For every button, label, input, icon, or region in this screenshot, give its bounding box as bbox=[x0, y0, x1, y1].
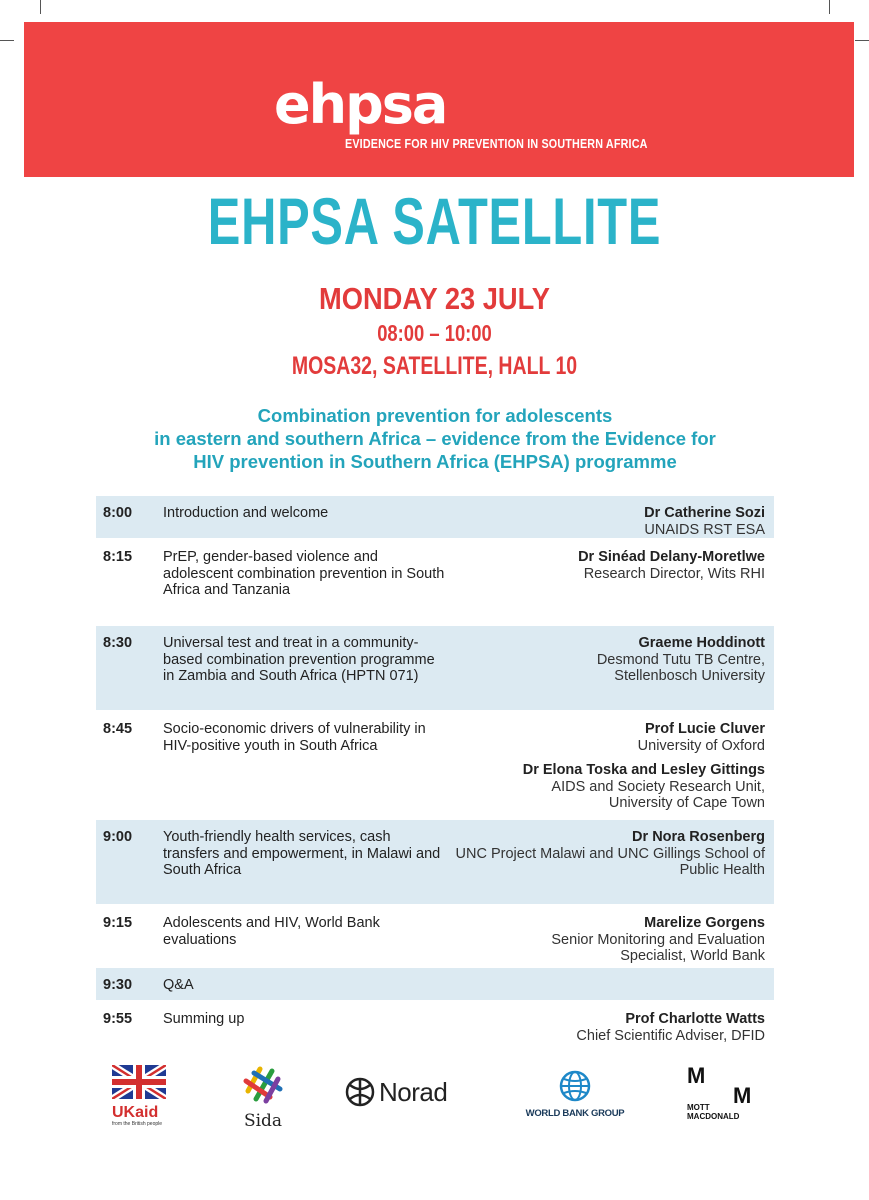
speaker-name: Dr Catherine Sozi bbox=[644, 505, 765, 521]
row-topic: Introduction and welcome bbox=[163, 505, 329, 521]
event-date: MONDAY 23 JULY bbox=[319, 281, 550, 316]
row-time: 8:30 bbox=[103, 635, 133, 651]
sida-emblem-icon bbox=[240, 1061, 286, 1107]
speaker-affiliation: University of Oxford bbox=[637, 737, 765, 754]
crop-mark bbox=[829, 0, 830, 14]
row-topic: Q&A bbox=[163, 977, 194, 993]
speaker-affiliation: UNAIDS RST ESA bbox=[644, 521, 765, 538]
row-speakers bbox=[435, 1011, 765, 1044]
row-topic: Universal test and treat in a community-based combination prevention programme in Zambia and South Africa (HPTN 071) bbox=[163, 635, 435, 684]
row-time: 9:15 bbox=[103, 915, 133, 931]
speaker-name: Dr Nora Rosenberg bbox=[632, 829, 765, 845]
worldbank-text: WORLD BANK GROUP bbox=[525, 1108, 625, 1119]
crop-mark bbox=[855, 40, 869, 41]
row-topic: Adolescents and HIV, World Bank evaluations bbox=[163, 915, 380, 948]
row-time: 9:55 bbox=[103, 1011, 133, 1027]
schedule-row bbox=[96, 906, 774, 968]
row-time: 9:30 bbox=[103, 977, 133, 993]
norad-emblem-icon bbox=[345, 1069, 375, 1115]
speaker-name: Marelize Gorgens bbox=[644, 915, 765, 931]
crop-mark bbox=[40, 0, 41, 14]
schedule-row bbox=[96, 626, 774, 712]
row-speakers bbox=[545, 635, 765, 685]
speaker-name: Prof Charlotte Watts bbox=[625, 1011, 765, 1027]
subtitle-line: Combination prevention for adolescents bbox=[257, 405, 613, 426]
page-title: EHPSA SATELLITE bbox=[207, 184, 662, 258]
ehpsa-logo: ehpsa bbox=[274, 73, 447, 136]
union-flag-icon bbox=[112, 1065, 166, 1099]
schedule-row bbox=[96, 1002, 774, 1046]
ukaid-text: UKaid bbox=[112, 1104, 159, 1121]
ukaid-subtext: from the British people bbox=[112, 1121, 163, 1127]
worldbank-logo bbox=[519, 1069, 631, 1119]
row-speakers bbox=[435, 505, 765, 538]
row-time: 8:45 bbox=[103, 721, 133, 737]
row-topic: Socio-economic drivers of vulnerability in HIV-positive youth in South Africa bbox=[163, 721, 426, 754]
speaker-name: Graeme Hoddinott bbox=[638, 635, 765, 651]
session-subtitle bbox=[60, 404, 810, 473]
event-venue: MOSA32, SATELLITE, HALL 10 bbox=[291, 352, 578, 380]
row-speakers bbox=[535, 549, 765, 582]
speaker-affiliation: AIDS and Society Research Unit, University of Cape Town bbox=[551, 778, 765, 811]
speaker-name: Dr Elona Toska and Lesley Gittings bbox=[522, 762, 765, 778]
row-time: 8:00 bbox=[103, 505, 133, 521]
subtitle-line: in eastern and southern Africa – evidence from the Evidence for bbox=[154, 428, 716, 449]
ehpsa-tagline: EVIDENCE FOR HIV PREVENTION IN SOUTHERN AFRICA bbox=[345, 137, 648, 151]
row-time: 8:15 bbox=[103, 549, 133, 565]
macdonald-mark: M bbox=[733, 1083, 752, 1108]
schedule-table bbox=[96, 496, 774, 1046]
row-speakers bbox=[485, 915, 765, 965]
subtitle-line: HIV prevention in Southern Africa (EHPSA) programme bbox=[193, 451, 677, 472]
schedule-row bbox=[96, 496, 774, 540]
speaker-affiliation: Research Director, Wits RHI bbox=[583, 565, 765, 582]
speaker-affiliation: Senior Monitoring and Evaluation Specialist, World Bank bbox=[551, 931, 765, 964]
schedule-row bbox=[96, 712, 774, 820]
schedule-row bbox=[96, 968, 774, 1002]
row-time: 9:00 bbox=[103, 829, 133, 845]
speaker-affiliation: UNC Project Malawi and UNC Gillings School of Public Health bbox=[455, 845, 765, 878]
macdonald-text: MACDONALD bbox=[687, 1112, 740, 1121]
sida-text: Sida bbox=[243, 1111, 283, 1131]
schedule-row bbox=[96, 540, 774, 626]
row-topic: Youth-friendly health services, cash transfers and empowerment, in Malawi and South Africa bbox=[163, 829, 441, 878]
crop-mark bbox=[0, 40, 14, 41]
mott-mark: M bbox=[687, 1063, 706, 1088]
norad-logo bbox=[345, 1069, 465, 1117]
row-speakers bbox=[455, 829, 765, 879]
row-topic: Summing up bbox=[163, 1011, 245, 1027]
norad-text: Norad bbox=[379, 1077, 448, 1107]
event-time: 08:00 – 10:00 bbox=[377, 320, 492, 346]
mott-text: MOTT bbox=[687, 1103, 710, 1112]
speaker-affiliation: Desmond Tutu TB Centre, Stellenbosch University bbox=[596, 651, 765, 684]
mott-macdonald-logo bbox=[687, 1065, 767, 1125]
schedule-row bbox=[96, 820, 774, 906]
sida-logo bbox=[238, 1061, 288, 1130]
sponsor-logos bbox=[0, 1055, 869, 1135]
speaker-name: Prof Lucie Cluver bbox=[644, 721, 765, 737]
globe-icon bbox=[558, 1069, 592, 1103]
speaker-name: Dr Sinéad Delany-Moretlwe bbox=[578, 549, 765, 565]
row-speakers bbox=[485, 721, 765, 812]
ukaid-logo bbox=[112, 1065, 168, 1127]
row-topic: PrEP, gender-based violence and adolescent combination prevention in South Africa and Tanzania bbox=[163, 549, 445, 598]
speaker-affiliation: Chief Scientific Adviser, DFID bbox=[576, 1027, 765, 1044]
